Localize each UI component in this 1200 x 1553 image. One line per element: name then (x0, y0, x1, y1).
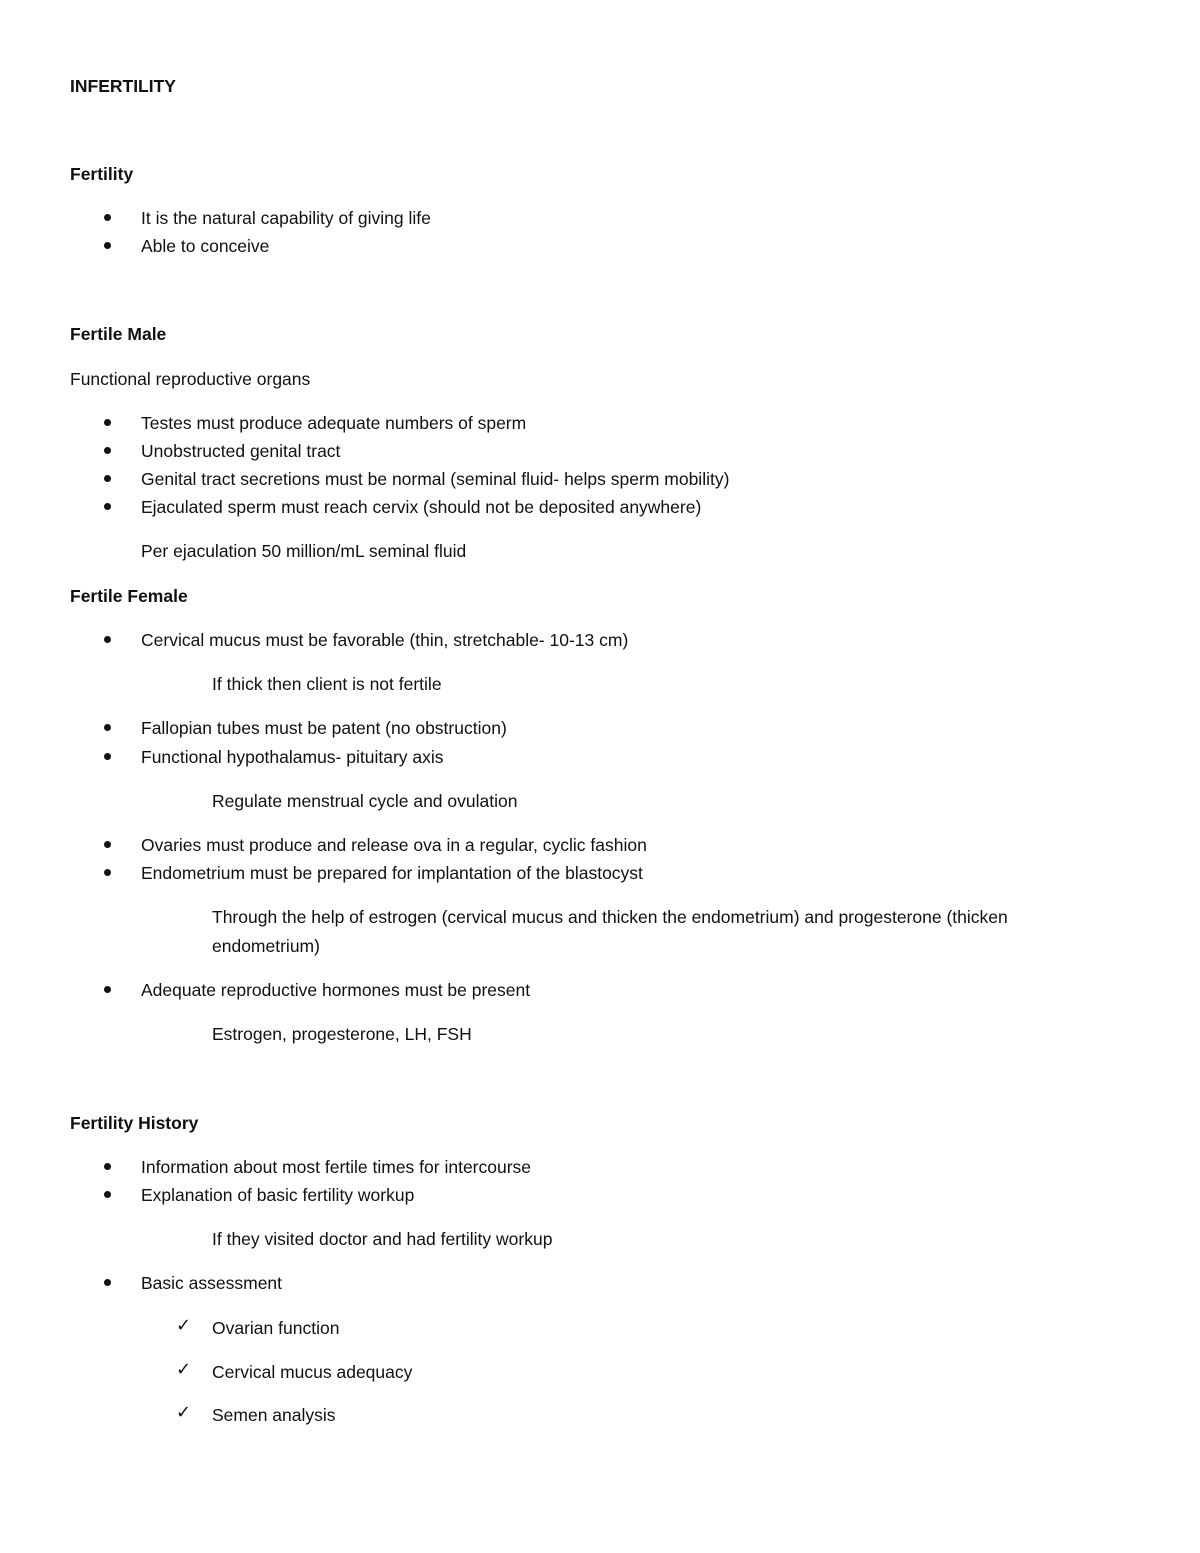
list-item: Endometrium must be prepared for implantation of the blastocyst (141, 863, 643, 883)
bullet-icon (104, 242, 111, 249)
list-item: Genital tract secretions must be normal (seminal fluid- helps sperm mobility) (141, 469, 730, 489)
list-item: Testes must produce adequate numbers of sperm (141, 413, 527, 433)
note: endometrium) (212, 936, 320, 956)
list-item: Ejaculated sperm must reach cervix (should not be deposited anywhere) (141, 497, 702, 517)
list-item: Information about most fertile times for intercourse (141, 1157, 532, 1177)
note: Through the help of estrogen (cervical mucus and thicken the endometrium) and progesterone (thicken (212, 907, 1008, 927)
bullet-icon (104, 475, 111, 482)
checkmark-icon: ✓ (176, 1315, 192, 1336)
bullet-icon (104, 1163, 111, 1170)
bullet-icon (104, 214, 111, 221)
list-item: Ovaries must produce and release ova in a regular, cyclic fashion (141, 835, 647, 855)
section-heading-fertile-male: Fertile Male (70, 324, 167, 344)
section-heading-fertile-female: Fertile Female (70, 586, 188, 606)
list-item: Cervical mucus must be favorable (thin, stretchable- 10-13 cm) (141, 630, 629, 650)
bullet-icon (104, 636, 111, 643)
bullet-icon (104, 724, 111, 731)
list-item: Unobstructed genital tract (141, 441, 341, 461)
list-item: Explanation of basic fertility workup (141, 1185, 415, 1205)
bullet-icon (104, 1279, 111, 1286)
list-item: Able to conceive (141, 236, 270, 256)
bullet-icon (104, 986, 111, 993)
checklist-item: Semen analysis (212, 1405, 336, 1425)
bullet-icon (104, 419, 111, 426)
note: Per ejaculation 50 million/mL seminal fluid (141, 541, 467, 561)
list-item: Adequate reproductive hormones must be present (141, 980, 531, 1000)
note: If thick then client is not fertile (212, 674, 442, 694)
bullet-icon (104, 503, 111, 510)
checkmark-icon: ✓ (176, 1359, 192, 1380)
checklist-item: Ovarian function (212, 1318, 340, 1338)
list-item: Fallopian tubes must be patent (no obstruction) (141, 718, 507, 738)
document-title: INFERTILITY (70, 76, 176, 96)
section-heading-fertility-history: Fertility History (70, 1113, 199, 1133)
note: Regulate menstrual cycle and ovulation (212, 791, 518, 811)
section-heading-fertility: Fertility (70, 164, 134, 184)
bullet-icon (104, 447, 111, 454)
bullet-icon (104, 753, 111, 760)
note: Estrogen, progesterone, LH, FSH (212, 1024, 472, 1044)
list-item: Basic assessment (141, 1273, 283, 1293)
bullet-icon (104, 841, 111, 848)
bullet-icon (104, 1191, 111, 1198)
checkmark-icon: ✓ (176, 1402, 192, 1423)
list-item: Functional hypothalamus- pituitary axis (141, 747, 444, 767)
checklist-item: Cervical mucus adequacy (212, 1362, 413, 1382)
note: If they visited doctor and had fertility workup (212, 1229, 553, 1249)
paragraph: Functional reproductive organs (70, 369, 311, 389)
list-item: It is the natural capability of giving life (141, 208, 431, 228)
bullet-icon (104, 869, 111, 876)
